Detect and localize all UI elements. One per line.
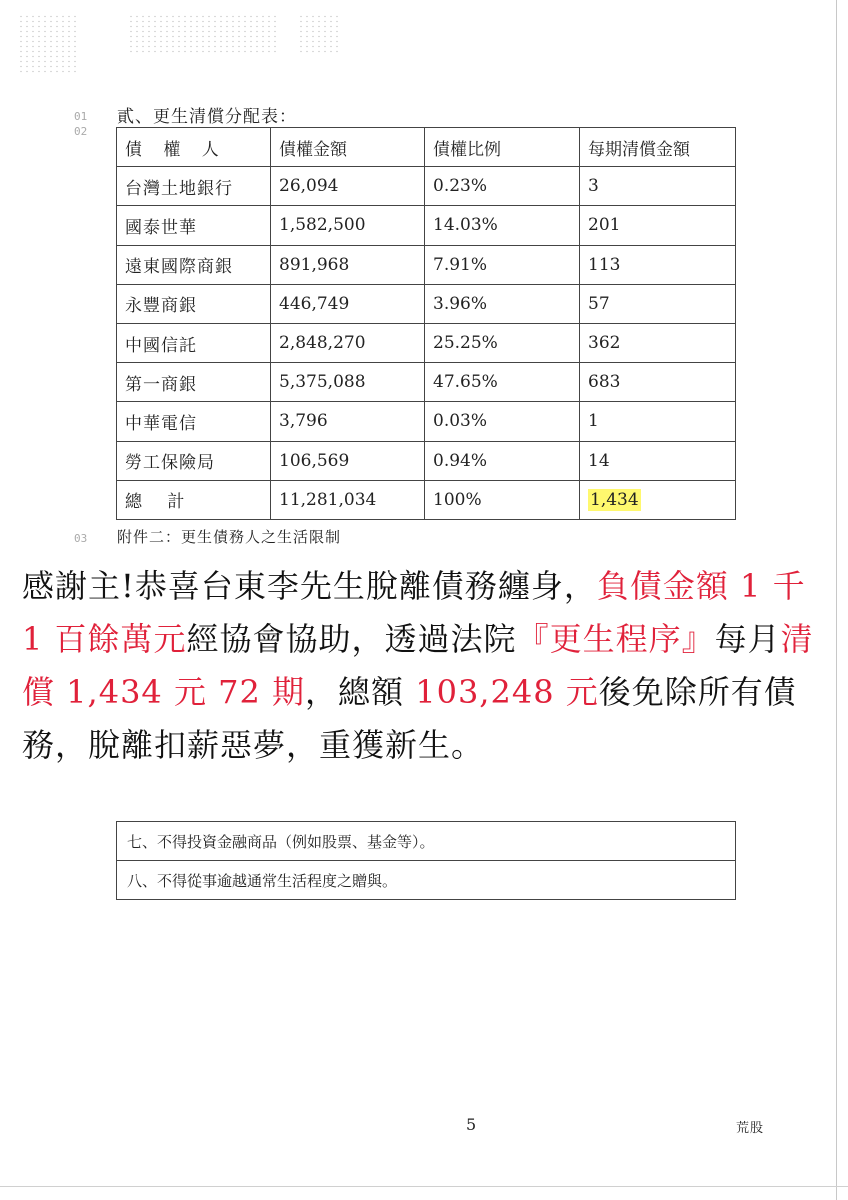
cell-amount: 891,968 bbox=[271, 245, 425, 284]
cell-creditor: 第一商銀 bbox=[117, 363, 271, 402]
cell-installment: 362 bbox=[580, 323, 736, 362]
table-row bbox=[117, 402, 736, 441]
table-header-row bbox=[117, 128, 736, 167]
cell-installment: 14 bbox=[580, 441, 736, 480]
header-installment: 每期清償金額 bbox=[580, 128, 736, 167]
cell-installment: 113 bbox=[580, 245, 736, 284]
cell-amount: 2,848,270 bbox=[271, 323, 425, 362]
scan-speckle-mid bbox=[128, 14, 278, 54]
section-title: 貳、更生清償分配表： bbox=[117, 107, 297, 127]
cell-total-amount: 11,281,034 bbox=[271, 480, 425, 519]
cell-ratio: 0.94% bbox=[425, 441, 580, 480]
cell-total-ratio: 100% bbox=[425, 480, 580, 519]
cell-installment: 683 bbox=[580, 363, 736, 402]
overlay-text: 感謝主!恭喜台東李先生脫離債務纏身， bbox=[22, 567, 597, 605]
table-row bbox=[117, 861, 736, 900]
header-claim-ratio: 債權比例 bbox=[425, 128, 580, 167]
cell-creditor: 中國信託 bbox=[117, 323, 271, 362]
table-row bbox=[117, 363, 736, 402]
restriction-item: 八、不得從事逾越通常生活程度之贈與。 bbox=[117, 861, 736, 900]
line-number: 03 bbox=[74, 532, 88, 545]
overlay-monthly-payment: 清償 1,434 元 72 期 bbox=[22, 620, 814, 711]
cell-ratio: 7.91% bbox=[425, 245, 580, 284]
restriction-item: 七、不得投資金融商品（例如股票、基金等）。 bbox=[117, 822, 736, 861]
table-row bbox=[117, 822, 736, 861]
table-row bbox=[117, 245, 736, 284]
overlay-debt-amount: 負債金額 1 千 1 百餘萬元 bbox=[22, 567, 806, 658]
scan-speckle-left bbox=[18, 14, 76, 74]
scan-speckle-right bbox=[298, 14, 338, 54]
cell-amount: 446,749 bbox=[271, 284, 425, 323]
footer-mark: 荒股 bbox=[736, 1121, 765, 1136]
cell-installment: 57 bbox=[580, 284, 736, 323]
page-edge-bottom bbox=[0, 1186, 848, 1187]
overlay-text: 後免除所有債務，脫離扣薪惡夢，重獲新生。 bbox=[22, 673, 797, 764]
repayment-allocation-table bbox=[116, 127, 736, 520]
cell-installment: 1 bbox=[580, 402, 736, 441]
overlay-text: ，總額 bbox=[305, 673, 416, 711]
page-edge-right bbox=[836, 0, 837, 1200]
cell-total-label: 總 計 bbox=[117, 480, 271, 519]
cell-creditor: 中華電信 bbox=[117, 402, 271, 441]
line-number: 01 bbox=[74, 110, 88, 123]
cell-creditor: 勞工保險局 bbox=[117, 441, 271, 480]
header-creditor: 債 權 人 bbox=[117, 128, 271, 167]
cell-creditor: 台灣土地銀行 bbox=[117, 167, 271, 206]
cell-amount: 1,582,500 bbox=[271, 206, 425, 245]
table-row bbox=[117, 167, 736, 206]
cell-ratio: 3.96% bbox=[425, 284, 580, 323]
cell-ratio: 0.23% bbox=[425, 167, 580, 206]
cell-amount: 26,094 bbox=[271, 167, 425, 206]
overlay-text: 經協會協助，透過法院 bbox=[186, 620, 517, 658]
living-restrictions-table bbox=[116, 821, 736, 900]
table-row bbox=[117, 441, 736, 480]
annex-heading: 附件二：更生債務人之生活限制 bbox=[117, 528, 342, 546]
testimonial-overlay bbox=[22, 548, 822, 772]
overlay-text: 每月 bbox=[714, 620, 781, 658]
cell-amount: 106,569 bbox=[271, 441, 425, 480]
table-row bbox=[117, 323, 736, 362]
cell-ratio: 0.03% bbox=[425, 402, 580, 441]
page-number: 5 bbox=[466, 1115, 477, 1134]
cell-creditor: 國泰世華 bbox=[117, 206, 271, 245]
overlay-total-amount: 103,248 元 bbox=[415, 673, 599, 711]
cell-ratio: 47.65% bbox=[425, 363, 580, 402]
cell-installment: 3 bbox=[580, 167, 736, 206]
cell-ratio: 25.25% bbox=[425, 323, 580, 362]
cell-amount: 3,796 bbox=[271, 402, 425, 441]
table-row bbox=[117, 206, 736, 245]
cell-total-installment bbox=[580, 480, 736, 519]
overlay-procedure: 『更生程序』 bbox=[516, 620, 715, 658]
cell-creditor: 永豐商銀 bbox=[117, 284, 271, 323]
table-row bbox=[117, 284, 736, 323]
cell-amount: 5,375,088 bbox=[271, 363, 425, 402]
cell-creditor: 遠東國際商銀 bbox=[117, 245, 271, 284]
highlighted-total-installment: 1,434 bbox=[590, 489, 639, 510]
header-claim-amount: 債權金額 bbox=[271, 128, 425, 167]
cell-installment: 201 bbox=[580, 206, 736, 245]
line-number: 02 bbox=[74, 125, 88, 138]
cell-ratio: 14.03% bbox=[425, 206, 580, 245]
table-total-row bbox=[117, 480, 736, 519]
